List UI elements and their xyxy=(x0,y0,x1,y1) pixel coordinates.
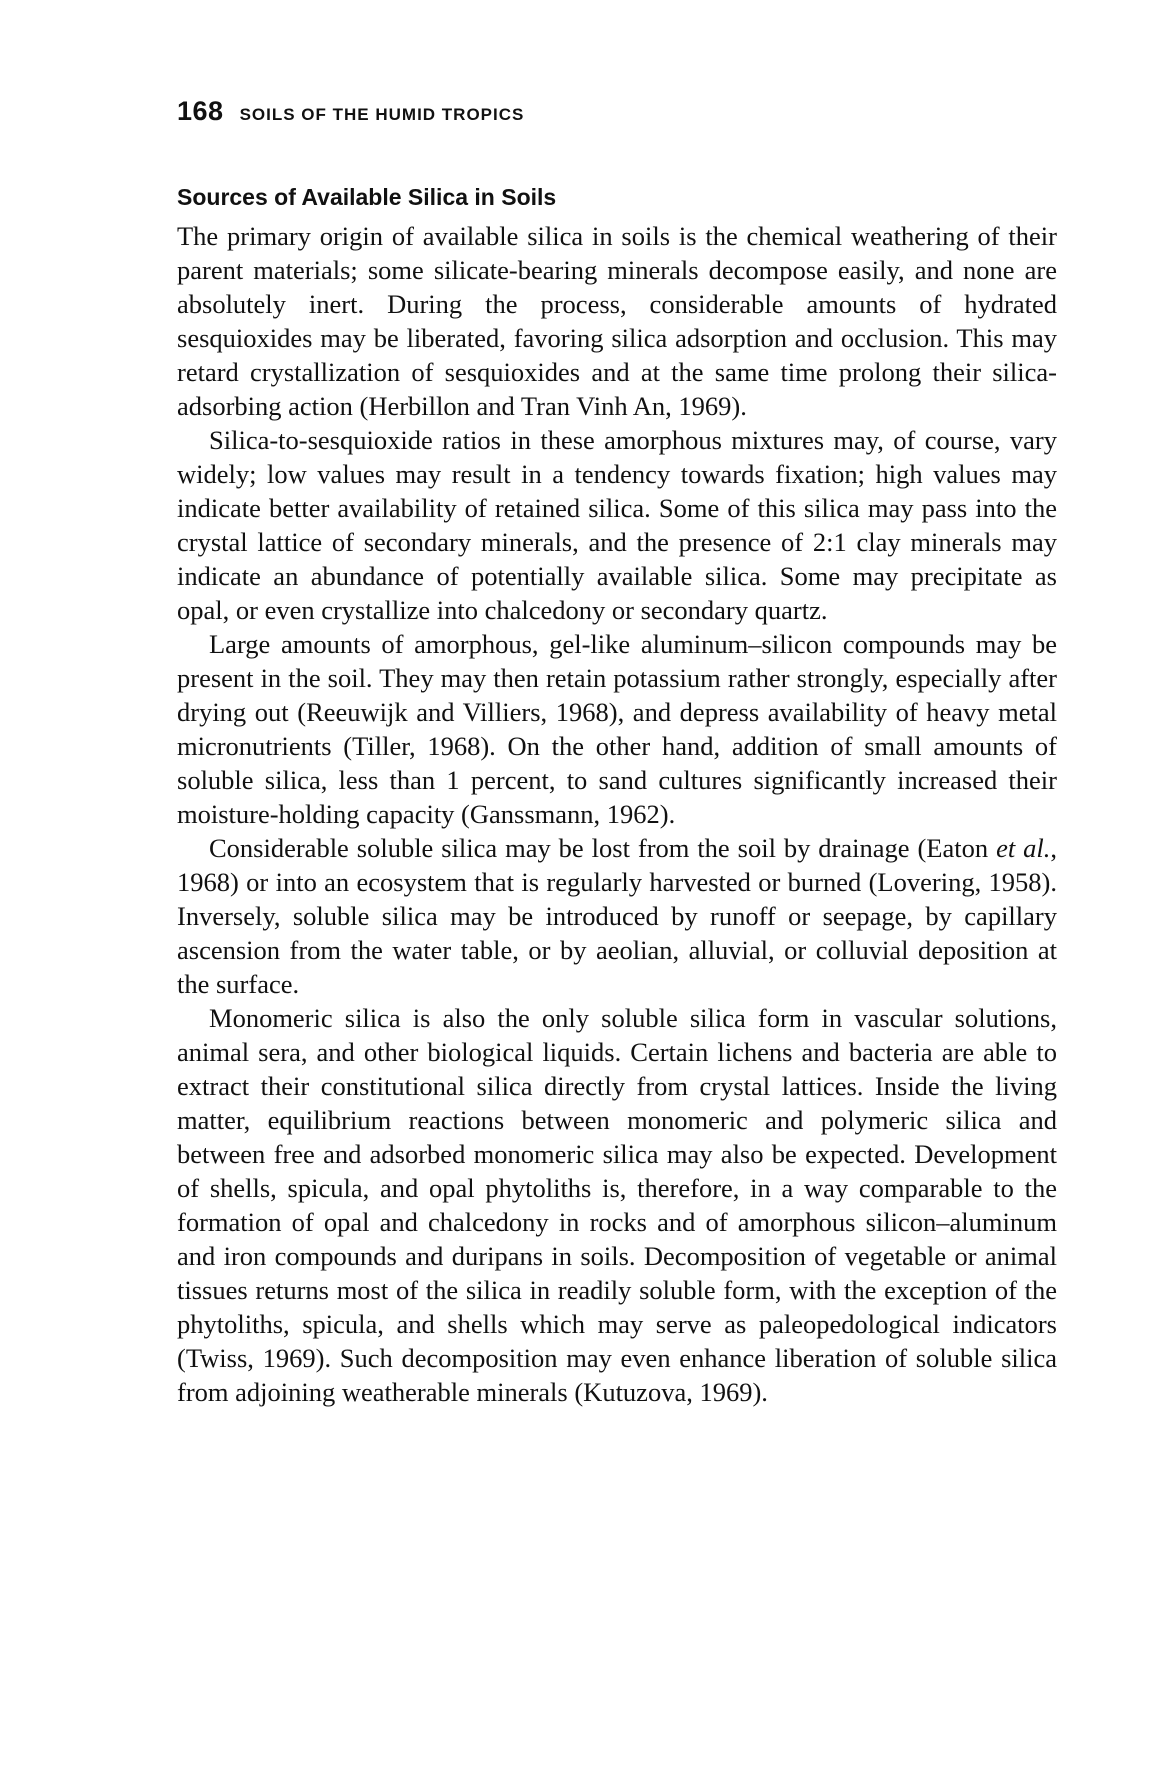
paragraph-1: The primary origin of available silica in soils is the chemical weathering of their parent materials; some silicate-bearing minerals decompose easily, and none are absolutely inert. During the process, considerable amounts of hydrated sesquioxides may be liberated, favoring silica adsorption and occlusion. This may retard crystallization of sesquioxides and at the same time prolong their silica-adsorbing action (Herbillon and Tran Vinh An, 1969). xyxy=(177,221,1057,421)
paragraph-5: Monomeric silica is also the only soluble silica form in vascular solutions, animal sera, and other biological liquids. Certain lichens and bacteria are able to extract their constitutional silica directly from crystal lattices. Inside the living matter, equilibrium reactions between monomeric and polymeric silica and between free and adsorbed monomeric silica may also be expected. Development of shells, spicula, and opal phytoliths is, therefore, in a way comparable to the formation of opal and chalcedony in rocks and of amorphous silicon–aluminum and iron compounds and duripans in soils. Decomposition of vegetable or animal tissues returns most of the silica in readily soluble form, with the exception of the phytoliths, spicula, and shells which may serve as paleopedological indicators (Twiss, 1969). Such decomposition may even enhance liberation of soluble silica from adjoining weatherable minerals (Kutuzova, 1969). xyxy=(177,1003,1057,1407)
paragraph-4 xyxy=(177,831,1057,1001)
body-text xyxy=(177,219,1057,1409)
paragraph-2: Silica-to-sesquioxide ratios in these amorphous mixtures may, of course, vary widely; low values may result in a tendency towards fixation; high values may indicate better availability of retained silica. Some of this silica may pass into the crystal lattice of secondary minerals, and the presence of 2:1 clay minerals may indicate an abundance of potentially available silica. Some may precipitate as opal, or even crystallize into chalcedony or secondary quartz. xyxy=(177,425,1057,625)
running-header xyxy=(177,96,1057,127)
paragraph-4-before: Considerable soluble silica may be lost from the soil by drainage (Eaton xyxy=(209,833,997,863)
paragraph-3: Large amounts of amorphous, gel-like aluminum–silicon compounds may be present in the soil. They may then retain potassium rather strongly, especially after drying out (Reeuwijk and Villiers, 1968), and depress availability of heavy metal micronutrients (Tiller, 1968). On the other hand, addition of small amounts of soluble silica, less than 1 percent, to sand cultures significantly increased their moisture-holding capacity (Ganssmann, 1962). xyxy=(177,629,1057,829)
paragraph-4-italic: et al. xyxy=(996,833,1051,863)
page-number: 168 xyxy=(177,96,224,126)
running-title: SOILS OF THE HUMID TROPICS xyxy=(239,105,525,124)
paragraph-4-after: , 1968) or into an ecosystem that is regularly harvested or burned (Lovering, 1958). Inversely, soluble silica may be introduced by runoff or seepage, by capillary ascension from the water table, or by aeolian, alluvial, or colluvial deposition at the surface. xyxy=(177,833,1057,999)
section-heading: Sources of Available Silica in Soils xyxy=(177,184,557,210)
book-page xyxy=(177,96,1057,1409)
